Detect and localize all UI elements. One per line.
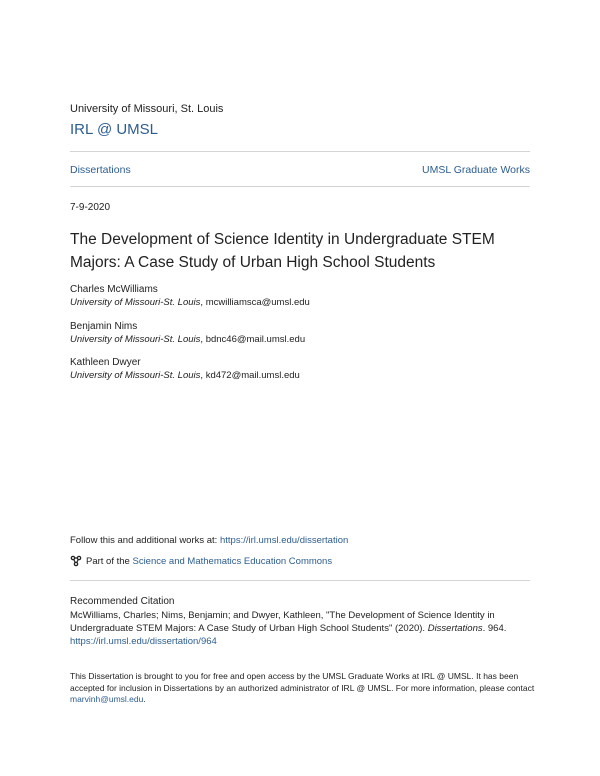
contact-email-link[interactable]: marvinh@umsl.edu [70,694,144,704]
author-block: Charles McWilliams University of Missouri-St. Louis, mcwilliamsca@umsl.edu [70,284,310,308]
document-title: The Development of Science Identity in Undergraduate STEM Majors: A Case Study of Urban High School Students [70,231,495,271]
author-affiliation: University of Missouri-St. Louis [70,297,201,308]
author-block: Benjamin Nims University of Missouri-St. Louis, bdnc46@mail.umsl.edu [70,321,306,345]
commons-network-icon [70,555,82,567]
divider-top [70,151,530,152]
author-name: Charles McWilliams [70,284,158,295]
publication-date: 7-9-2020 [70,202,111,213]
graduate-works-link[interactable]: UMSL Graduate Works [422,164,530,176]
citation-number: . 964. [482,623,507,634]
dissertations-link[interactable]: Dissertations [70,164,131,176]
author-block: Kathleen Dwyer University of Missouri-St. Louis, kd472@mail.umsl.edu [70,357,300,381]
citation-heading: Recommended Citation [70,596,175,607]
repository-link[interactable]: IRL @ UMSL [70,121,159,138]
follow-text: Follow this and additional works at: [70,535,220,546]
institution-name: University of Missouri, St. Louis [70,103,224,115]
author-email[interactable]: kd472@mail.umsl.edu [205,370,300,381]
author-email[interactable]: bdnc46@mail.umsl.edu [205,334,306,345]
citation-text [70,609,540,648]
author-name: Benjamin Nims [70,321,138,332]
part-of-line [70,555,332,567]
part-of-text: Part of the [86,555,130,567]
author-name: Kathleen Dwyer [70,357,141,368]
follow-link[interactable]: https://irl.umsl.edu/dissertation [219,535,349,546]
citation-body: McWilliams, Charles; Nims, Benjamin; and Dwyer, Kathleen, "The Development of Science Identity in Undergraduate STEM Majors: A Case Study of Urban High School Students" (2020). [70,610,495,634]
author-affiliation: University of Missouri-St. Louis [70,334,201,345]
access-text: This Dissertation is brought to you for free and open access by the UMSL Graduate Works at IRL @ UMSL. It has been accepted for inclusion in Dissertations by an authorized administrator of IRL @ UMSL. For more information, please contact [70,671,535,693]
divider-nav [70,186,530,187]
access-statement [70,671,540,706]
commons-link[interactable]: Science and Mathematics Education Commons [132,555,333,567]
divider-citation [70,580,530,581]
citation-link[interactable]: https://irl.umsl.edu/dissertation/964 [70,636,217,647]
follow-line [70,535,348,546]
access-end: . [143,694,146,704]
author-affiliation: University of Missouri-St. Louis [70,370,201,381]
author-email[interactable]: mcwilliamsca@umsl.edu [205,297,310,308]
citation-series: Dissertations [427,623,483,634]
